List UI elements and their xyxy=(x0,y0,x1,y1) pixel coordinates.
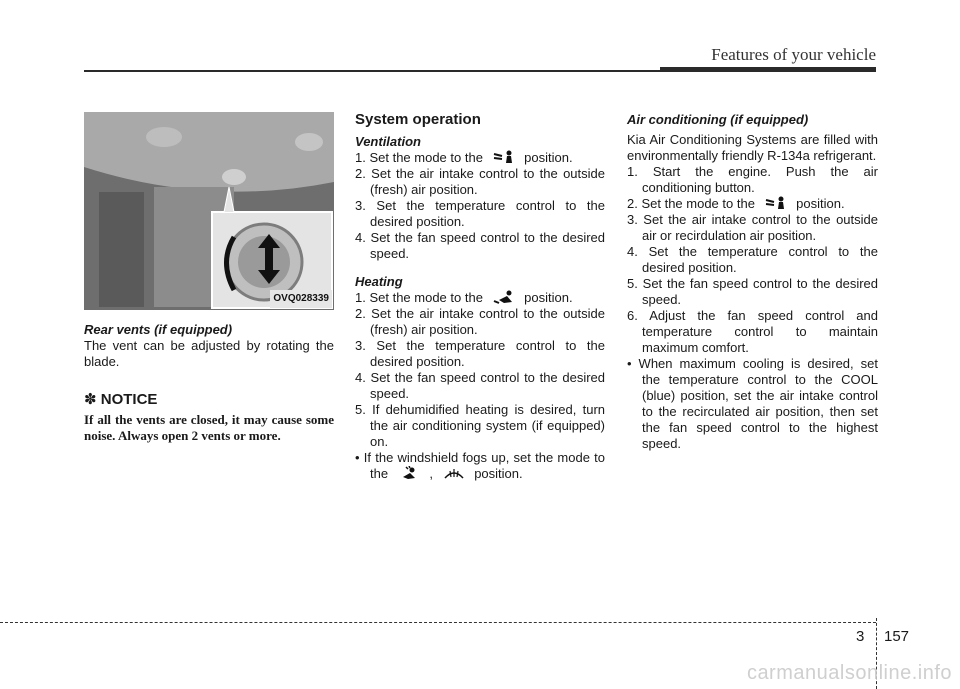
page-number: 157 xyxy=(884,628,910,645)
list-item: 2. Set the air intake control to the outside (fresh) air position. xyxy=(355,166,605,197)
list-item: 3. Set the air intake control to the outside air or recirdulation air position. xyxy=(627,212,878,243)
list-item: 5. Set the fan speed control to the desired speed. xyxy=(627,276,878,307)
air-conditioning-heading: Air conditioning (if equipped) xyxy=(627,112,809,127)
air-conditioning-intro: Kia Air Conditioning Systems are filled with environmentally friendly R-134a refrigerant. xyxy=(627,132,878,163)
list-item: 5. If dehumidified heating is desired, turn the air conditioning system (if equipped) on. xyxy=(355,402,605,449)
footer-rule xyxy=(0,622,876,623)
column-middle xyxy=(355,108,605,482)
list-item: 4. Set the fan speed control to the desired speed. xyxy=(355,230,605,261)
photo-caption: OVQ028339 xyxy=(270,290,332,308)
system-operation-heading: System operation xyxy=(355,111,481,128)
list-item: 4. Set the temperature control to the desired position. xyxy=(627,244,878,275)
section-number: 3 xyxy=(856,628,865,645)
face-vent-mode-icon xyxy=(763,196,789,210)
rear-vent-photo xyxy=(84,112,334,310)
rear-vents-heading: Rear vents (if equipped) xyxy=(84,322,233,337)
list-item: 3. Set the temperature control to the desired position. xyxy=(355,338,605,369)
list-item: 2. Set the mode to the position. xyxy=(627,196,845,211)
floor-defrost-mode-icon xyxy=(396,466,422,480)
list-item: • If the windshield fogs up, set the mode to the , position. xyxy=(355,450,605,481)
defrost-mode-icon xyxy=(441,466,467,480)
air-conditioning-steps xyxy=(627,164,878,452)
floor-mode-icon xyxy=(491,290,517,304)
list-item: 1. Set the mode to the position. xyxy=(355,290,573,305)
face-vent-mode-icon xyxy=(491,150,517,164)
page-header-title: Features of your vehicle xyxy=(711,45,876,64)
notice-text: If all the vents are closed, it may cause some noise. Always open 2 vents or more. xyxy=(84,412,334,443)
header-rule-accent xyxy=(660,67,876,72)
list-item: 6. Adjust the fan speed control and temperature control to maintain maximum comfort. xyxy=(627,308,878,355)
list-item: • When maximum cooling is desired, set the temperature control to the COOL (blue) position, set the air intake control to the recirculated air position, then set the fan speed control to the highest speed. xyxy=(627,356,878,451)
notice-heading: ✽ NOTICE xyxy=(84,391,158,408)
list-item: 3. Set the temperature control to the desired position. xyxy=(355,198,605,229)
list-item: 2. Set the air intake control to the outside (fresh) air position. xyxy=(355,306,605,337)
list-item: 1. Set the mode to the position. xyxy=(355,150,573,165)
rear-vents-text: The vent can be adjusted by rotating the blade. xyxy=(84,338,334,369)
watermark: carmanualsonline.info xyxy=(746,662,952,684)
heating-steps xyxy=(355,290,605,482)
column-left xyxy=(84,108,334,444)
list-item: 1. Start the engine. Push the air conditioning button. xyxy=(627,164,878,195)
list-item: 4. Set the fan speed control to the desired speed. xyxy=(355,370,605,401)
ventilation-steps xyxy=(355,150,605,262)
ventilation-heading: Ventilation xyxy=(355,134,421,149)
rear-vent-illustration xyxy=(84,112,334,310)
column-right xyxy=(627,108,878,452)
heating-heading: Heating xyxy=(355,274,403,289)
